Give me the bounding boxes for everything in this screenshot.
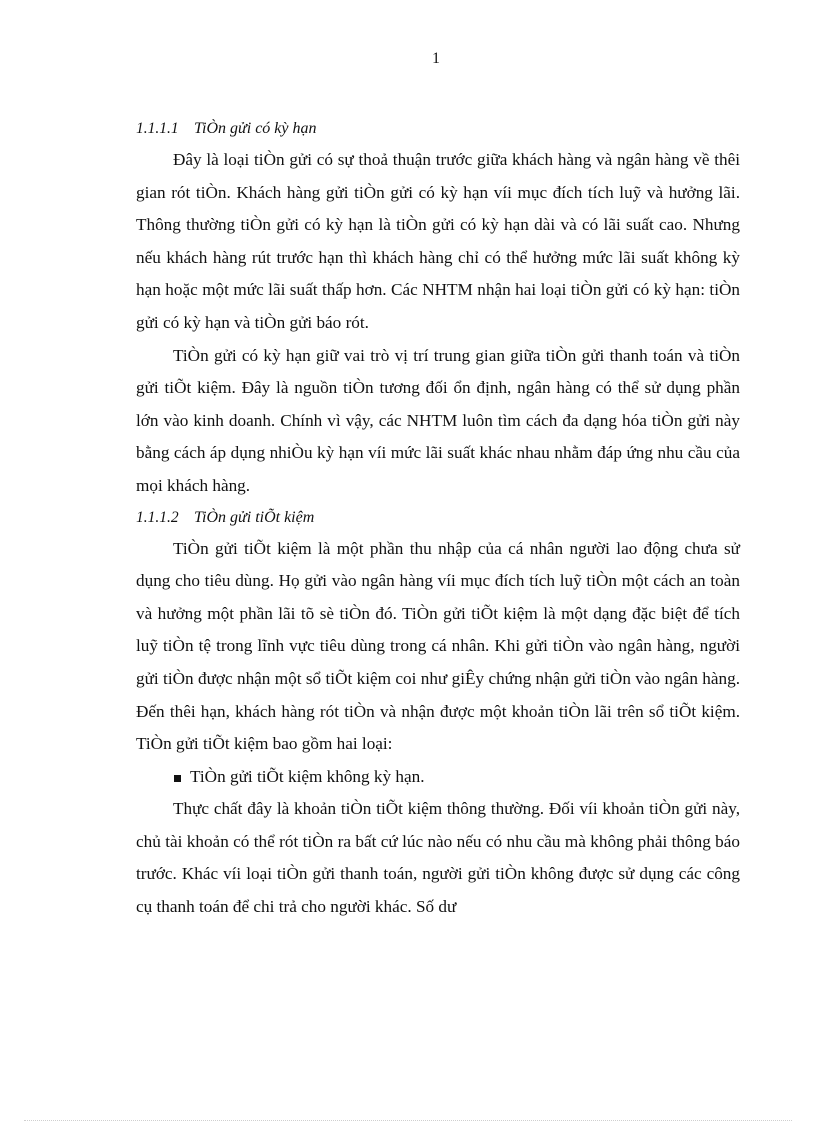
section-title-2: TiÒn gửi tiÕt kiệm (194, 508, 315, 526)
paragraph: TiÒn gửi tiÕt kiệm là một phần thu nhập của cá nhân người lao động chưa sử dụng cho tiêu dùng. Họ gửi vào ngân hàng víi mục đích tích luỹ tiÒn một cách an toàn và hưởng một phần lãi tõ sè tiÒn đó. TiÒn gửi tiÕt kiệm là một dạng đặc biệt để tích luỹ tiÒn tệ trong lĩnh vực tiêu dùng trong cá nhân. Khi gửi tiÒn vào ngân hàng, người gửi tiÒn được nhận một sổ tiÕt kiệm coi như giÊy chứng nhận gửi tiÒn vào ngân hàng. Đến thêi hạn, khách hàng rót tiÒn và nhận được một khoản tiÒn lãi trên sổ tiÕt kiệm. TiÒn gửi tiÕt kiệm bao gồm hai loại: (136, 538, 740, 754)
page-bottom-divider (24, 1120, 792, 1121)
section-heading-1 (136, 114, 740, 144)
section-title-1: TiÒn gửi có kỳ hạn (194, 120, 317, 137)
paragraph: TiÒn gửi có kỳ hạn giữ vai trò vị trí trung gian giữa tiÒn gửi thanh toán và tiÒn gửi tiÕt kiệm. Đây là nguồn tiÒn tương đối ổn định, ngân hàng có thể sử dụng phần lớn vào kinh doanh. Chính vì vậy, các NHTM luôn tìm cách đa dạng hóa tiÒn gửi này bằng cách áp dụng nhiÒu kỳ hạn víi mức lãi suất khác nhau nhằm đáp ứng nhu cầu của mọi khách hàng. (136, 345, 740, 495)
bullet-text: TiÒn gửi tiÕt kiệm không kỳ hạn. (190, 766, 425, 786)
section-number-1: 1.1.1.1 (136, 120, 179, 137)
document-body (136, 114, 740, 924)
section-heading-2 (136, 503, 740, 533)
bullet-item (136, 761, 740, 794)
page-number: 1 (432, 50, 440, 67)
paragraph: Thực chất đây là khoản tiÒn tiÕt kiệm thông thường. Đối víi khoản tiÒn gửi này, chủ tài khoản có thể rót tiÒn ra bất cứ lúc nào nếu có nhu cầu mà không phải thông báo trước. Khác víi loại tiÒn gửi thanh toán, người gửi tiÒn không được sử dụng các công cụ thanh toán để chi trả cho người khác. Số dư (136, 799, 740, 917)
square-bullet-icon (174, 775, 181, 782)
paragraph: Đây là loại tiÒn gửi có sự thoả thuận trước giữa khách hàng và ngân hàng về thêi gian rót tiÒn. Khách hàng gửi tiÒn gửi có kỳ hạn víi mục đích tích luỹ và hưởng lãi. Thông thường tiÒn gửi có kỳ hạn là tiÒn gửi có kỳ hạn dài và có lãi suất cao. Nhưng nếu khách hàng rút trước hạn thì khách hàng chỉ có thể hưởng mức lãi suất không kỳ hạn hoặc một mức lãi suất thấp hơn. Các NHTM nhận hai loại tiÒn gửi có kỳ hạn: tiÒn gửi có kỳ hạn và tiÒn gửi báo rót. (136, 150, 740, 332)
section-number-2: 1.1.1.2 (136, 508, 179, 526)
